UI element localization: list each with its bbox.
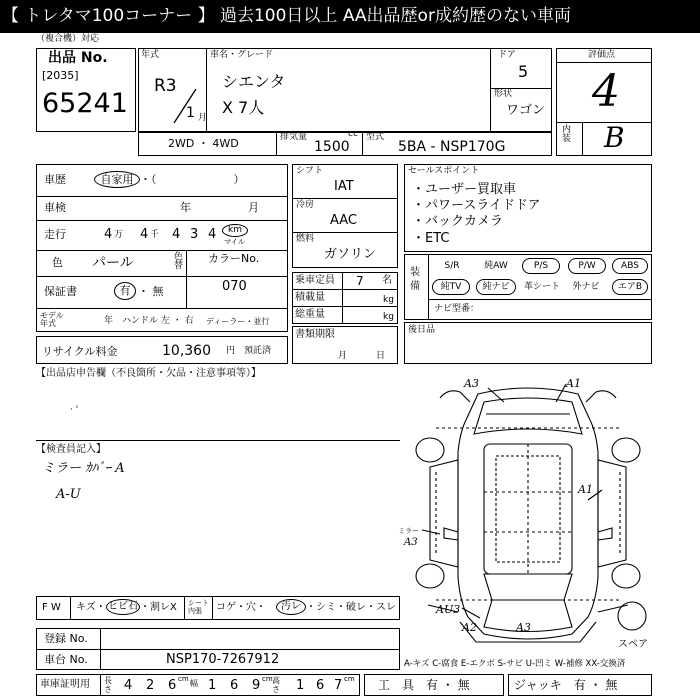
year-label: 年式: [141, 50, 160, 60]
model-grade: X 7人: [222, 98, 265, 117]
mileage-d1: 4: [104, 227, 113, 242]
mark-a1-top: A1: [566, 377, 581, 390]
lot-tag: [2035]: [42, 69, 79, 82]
load-unit: kg: [383, 295, 394, 305]
score-value: 4: [592, 66, 620, 117]
color-value: パール: [92, 255, 134, 271]
equip-sr: S/R: [444, 261, 460, 271]
cert-v2: 2: [146, 678, 155, 693]
mileage-d2: 4: [140, 227, 149, 242]
equip-navi: 純ナビ: [476, 279, 516, 295]
mark-mirror: ミラー: [398, 527, 419, 535]
condition-text-4: ・シミ・破レ・スレ: [306, 602, 396, 613]
color-kind-label: 色替: [174, 252, 184, 271]
warranty-rest: ・ 無: [138, 285, 164, 298]
displacement-label: 排気量: [280, 132, 308, 142]
year-era: R3: [154, 76, 177, 96]
equip-tv: 純TV: [432, 279, 470, 295]
selling-point-2: ・パワースライドドア: [412, 198, 541, 213]
gross-unit: kg: [383, 312, 394, 322]
header-banner: [0, 0, 700, 33]
equip-aw: 純AW: [484, 261, 508, 271]
mileage-unit-km: km: [222, 224, 248, 237]
load-label: 積載量: [295, 292, 325, 303]
jack-label: ジャッキ 有 ・ 無: [514, 678, 618, 692]
mark-a2-bottom: A2: [462, 621, 477, 634]
cert-label: 車庫証明用: [40, 679, 90, 690]
shift-label: シフト: [296, 166, 324, 176]
capacity-unit: 名: [382, 275, 392, 286]
fuel-value: ガソリン: [324, 247, 377, 262]
equip-ps: P/S: [522, 258, 560, 274]
mark-spare: スペア: [618, 639, 648, 650]
cert-height-label: 高さ: [272, 676, 280, 694]
capacity-label: 乗車定員: [295, 275, 335, 286]
color-code: 070: [222, 279, 247, 294]
equip-ext-navi: 外ナビ: [572, 282, 600, 292]
recycle-note: 預託済: [244, 346, 272, 356]
mark-a1-right: A1: [578, 483, 593, 496]
mark-a3-left: A3: [404, 537, 418, 548]
handle-text: ハンドル 左 ・ 右: [122, 316, 194, 326]
recycle-unit: 円: [226, 346, 236, 356]
dealer-text: ディーラー・並行: [206, 317, 270, 326]
inspection-month: 月: [248, 201, 259, 214]
mileage-d3: 4: [172, 227, 181, 242]
doors-label: ドア: [498, 50, 516, 60]
cert-v1: 4: [124, 678, 133, 693]
chassis-label: 車台 No.: [44, 653, 88, 666]
mileage-u2: 千: [150, 230, 160, 240]
color-label: 色: [52, 256, 63, 269]
vehicle-details: [36, 164, 288, 332]
cert-v9: 7: [334, 678, 343, 693]
condition-text-3: コゲ・穴・: [216, 602, 266, 613]
damage-legend: A-キズ C-腐食 E-エクボ S-サビ U-凹ミ W-補修 XX-交換済: [404, 659, 626, 669]
inspection-label: 車検: [44, 201, 66, 214]
equip-pw: P/W: [568, 258, 606, 274]
mileage-d4: 3: [190, 227, 199, 242]
year-month-unit: 月: [198, 113, 208, 123]
ac-value: AAC: [330, 213, 357, 228]
warranty-circled: 有: [114, 282, 136, 300]
ac-label: 冷房: [296, 200, 315, 210]
selling-point-3: ・バックカメラ: [412, 214, 504, 229]
cert-u2: cm: [262, 675, 273, 683]
shape-value: ワゴン: [506, 103, 546, 118]
condition-text-1: キズ・: [76, 602, 106, 613]
condition-circled-2: 汚レ: [276, 599, 306, 615]
recycle-label: リサイクル料金: [42, 345, 118, 358]
lot-label: 出品 No.: [48, 50, 108, 66]
history-rest: ・（ ）: [140, 173, 245, 186]
mark-au-bottom: AU3: [436, 603, 461, 616]
equip-leather: 革シート: [523, 282, 560, 292]
cert-u3: cm: [344, 675, 355, 683]
selling-points-label: セールスポイント: [408, 166, 480, 176]
seat-label: シート内張: [188, 599, 209, 615]
cert-v8: 6: [316, 678, 325, 693]
selling-point-4: ・ETC: [412, 231, 450, 246]
cert-length-label: 長さ: [104, 676, 112, 694]
registration-label: 登録 No.: [44, 632, 88, 645]
displacement-unit: cc: [348, 129, 358, 139]
model-year-unit: 年: [104, 316, 114, 326]
history-circled: 自家用: [94, 171, 140, 188]
year-month: 1: [186, 105, 195, 121]
mileage-u1: 万: [114, 230, 124, 240]
cert-v4: 1: [208, 678, 217, 693]
gross-label: 総重量: [295, 309, 325, 320]
equip-airbag: エアB: [612, 279, 648, 295]
cert-v5: 6: [230, 678, 239, 693]
mark-a3-top: A3: [464, 377, 479, 390]
condition-label: F W: [42, 602, 61, 613]
cert-u1: cm: [178, 675, 189, 683]
mileage-d5: 4: [208, 227, 217, 242]
shift-value: IAT: [334, 179, 354, 194]
selling-point-1: ・ユーザー買取車: [412, 182, 517, 197]
condition-circled-1: ヒビ石: [106, 599, 140, 615]
tools-label: 工 具 有 ・ 無: [378, 678, 470, 692]
interior-value: B: [604, 121, 625, 154]
mark-a3-bottom: A3: [516, 621, 531, 634]
docs-month: 月: [338, 351, 348, 361]
mileage-unit-mile: マイル: [224, 238, 245, 246]
model-name: シエンタ: [222, 72, 286, 91]
chassis-value: NSP170-7267912: [166, 652, 280, 667]
arrival-label: 後日品: [408, 325, 436, 335]
condition-text-2: ・割レX: [140, 602, 177, 613]
drive-label: 2WD ・ 4WD: [168, 137, 239, 150]
capacity-value: 7: [356, 274, 364, 288]
year-slash: [170, 86, 200, 126]
warranty-label: 保証書: [44, 285, 77, 298]
inspector-note-1: ミラー ｶﾊﾞｰ A: [42, 461, 125, 476]
displacement-value: 1500: [314, 139, 350, 155]
score-label: 評価点: [588, 50, 616, 60]
recycle-value: 10,360: [162, 343, 211, 359]
declaration-mark: · ': [70, 405, 79, 415]
type-value: 5BA - NSP170G: [398, 139, 506, 155]
top-note: （複合機）対応: [36, 34, 100, 44]
inspection-year: 年: [180, 201, 191, 214]
shape-label: 形状: [494, 89, 513, 99]
lot-number: 65241: [42, 88, 128, 119]
equip-abs: ABS: [612, 258, 648, 274]
mileage-label: 走行: [44, 228, 66, 241]
history-label: 車歴: [44, 173, 66, 186]
declaration-label: 【出品店申告欄（不良箇所・欠品・注意事項等）】: [36, 368, 261, 379]
inspector-note-2: A-U: [56, 487, 81, 502]
arrival-box: [404, 322, 652, 364]
cert-width-label: 幅: [190, 679, 198, 688]
model-label: 車名・グレード: [210, 50, 274, 60]
cert-v6: 9: [252, 678, 261, 693]
header-title: 【 トレタマ100コーナー 】 過去100日以上 AA出品歴or成約歴のない車両: [2, 6, 571, 26]
navi-type-label: ナビ型番：: [434, 304, 480, 314]
docs-day: 日: [376, 351, 386, 361]
type-label: 型式: [366, 132, 385, 142]
cert-v7: 1: [296, 678, 305, 693]
doors-value: 5: [518, 62, 529, 81]
interior-label: 内装: [562, 125, 572, 144]
fuel-label: 燃料: [296, 234, 315, 244]
docs-label: 書類期限: [295, 329, 335, 340]
color-code-label: カラーNo.: [208, 252, 260, 265]
inspector-label: 【検査員記入】: [36, 444, 106, 455]
cert-v3: 6: [168, 678, 177, 693]
equipment-label: 装備: [410, 267, 420, 292]
model-year-label: モデル年式: [40, 311, 64, 328]
